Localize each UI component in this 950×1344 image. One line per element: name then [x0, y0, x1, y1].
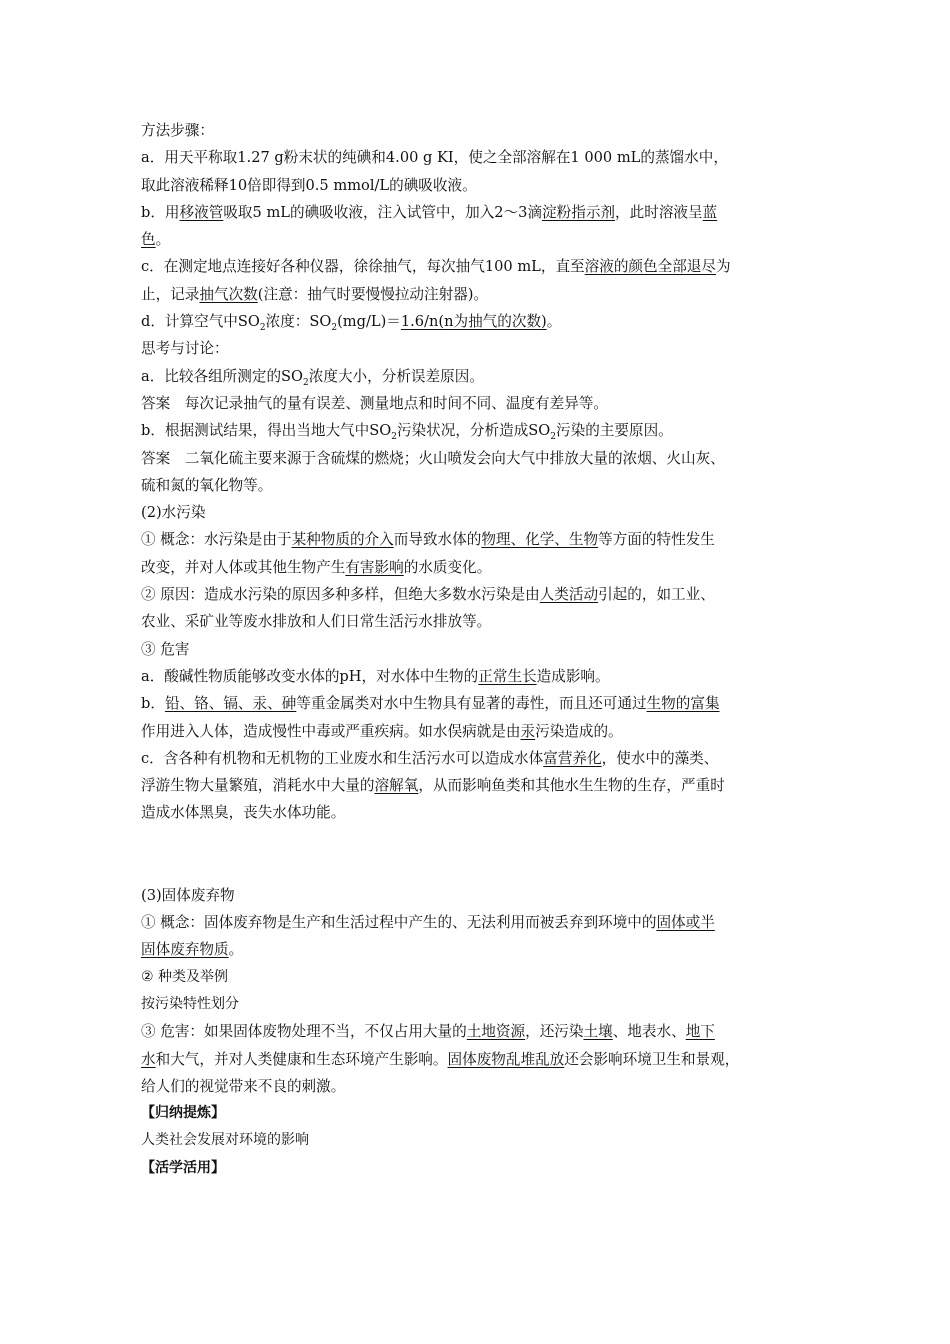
water-concept-line-1: ① 概念：水污染是由于某种物质的介入而导致水体的物理、化学、生物等方面的特性发生	[141, 531, 715, 549]
solid-classify: 按污染特性划分	[141, 995, 239, 1012]
method-heading: 方法步骤：	[141, 122, 214, 139]
step-a-line-2: 取此溶液稀释10倍即得到0.5 mmol/L的碘吸收液。	[141, 176, 477, 194]
water-concept-line-2: 改变，并对人体或其他生物产生有害影响的水质变化。	[141, 558, 492, 576]
document-page	[141, 117, 821, 1182]
discuss-b: b．根据测试结果，得出当地大气中$SO_2$污染状况，分析造成$SO_2$污染的主要原因。	[141, 422, 673, 443]
summary-heading: 【归纳提炼】	[141, 1105, 225, 1122]
harm-c-line-3: 造成水体黑臭，丧失水体功能。	[141, 804, 346, 822]
discuss-heading: 思考与讨论：	[141, 340, 229, 358]
water-harm-heading: ③ 危害	[141, 640, 190, 658]
apply-heading: 【活学活用】	[141, 1159, 225, 1176]
harm-b-line-2: 作用进入人体，造成慢性中毒或严重疾病。如水俣病就是由汞污染造成的。	[141, 722, 623, 740]
harm-c-line-1: c．含各种有机物和无机物的工业废水和生活污水可以造成水体富营养化，使水中的藻类、	[141, 749, 719, 767]
solid-concept-line-1: ① 概念：固体废弃物是生产和生活过程中产生的、无法利用而被丢弃到环境中的固体或半	[141, 914, 715, 932]
answer-b-line-1: 答案 二氧化硫主要来源于含硫煤的燃烧；火山喷发会向大气中排放大量的浓烟、火山灰、	[141, 449, 725, 467]
harm-b-line-1: b．铅、铬、镉、汞、砷等重金属类对水中生物具有显著的毒性，而且还可通过生物的富集	[141, 695, 720, 713]
answer-b-line-2: 硫和氮的氧化物等。	[141, 476, 273, 494]
solid-harm-line-1: ③ 危害：如果固体废物处理不当，不仅占用大量的土地资源，还污染土壤、地表水、地下	[141, 1023, 715, 1041]
water-cause-line-1: ② 原因：造成水污染的原因多种多样，但绝大多数水污染是由人类活动引起的，如工业、	[141, 586, 715, 604]
step-c-line-2: 止，记录抽气次数(注意：抽气时要慢慢拉动注射器)。	[141, 285, 489, 303]
harm-c-line-2: 浮游生物大量繁殖，消耗水中大量的溶解氧，从而影响鱼类和其他水生生物的生存，严重时	[141, 777, 725, 795]
solid-types: ② 种类及举例	[141, 968, 229, 985]
step-d: d．计算空气中$SO_2$浓度：$SO_2(mg/L)=1.6/n(n$为抽气的次数)。	[141, 313, 562, 333]
step-b-line-2: 色。	[141, 231, 171, 249]
step-c-line-1: c．在测定地点连接好各种仪器，徐徐抽气，每次抽气100 mL，直至溶液的颜色全部退尽为	[141, 258, 731, 276]
harm-a: a．酸碱性物质能够改变水体的pH，对水体中生物的正常生长造成影响。	[141, 667, 610, 685]
step-a-line-1: a．用天平称取1.27 g粉末状的纯碘和4.00 g KI，使之全部溶解在1 000 mL的蒸馏水中，	[141, 149, 728, 167]
solid-harm-line-3: 给人们的视觉带来不良的刺激。	[141, 1077, 346, 1095]
water-cause-line-2: 农业、采矿业等废水排放和人们日常生活污水排放等。	[141, 613, 492, 631]
discuss-a: a．比较各组所测定的$SO_2$浓度大小，分析误差原因。	[141, 367, 484, 388]
solid-concept-line-2: 固体废弃物质。	[141, 941, 244, 959]
summary-text: 人类社会发展对环境的影响	[141, 1132, 309, 1149]
answer-a: 答案 每次记录抽气的量有误差、测量地点和时间不同、温度有差异等。	[141, 394, 609, 412]
step-b-line-1: b．用移液管吸取5 mL的碘吸收液，注入试管中，加入2～3滴淀粉指示剂，此时溶液呈蓝	[141, 203, 718, 221]
solid-harm-line-2: 水和大气，并对人类健康和生态环境产生影响。固体废物乱堆乱放还会影响环境卫生和景观，	[141, 1050, 740, 1068]
water-heading: (2)水污染	[141, 504, 206, 522]
section-spacer	[141, 827, 821, 882]
solid-heading: (3)固体废弃物	[141, 886, 235, 904]
